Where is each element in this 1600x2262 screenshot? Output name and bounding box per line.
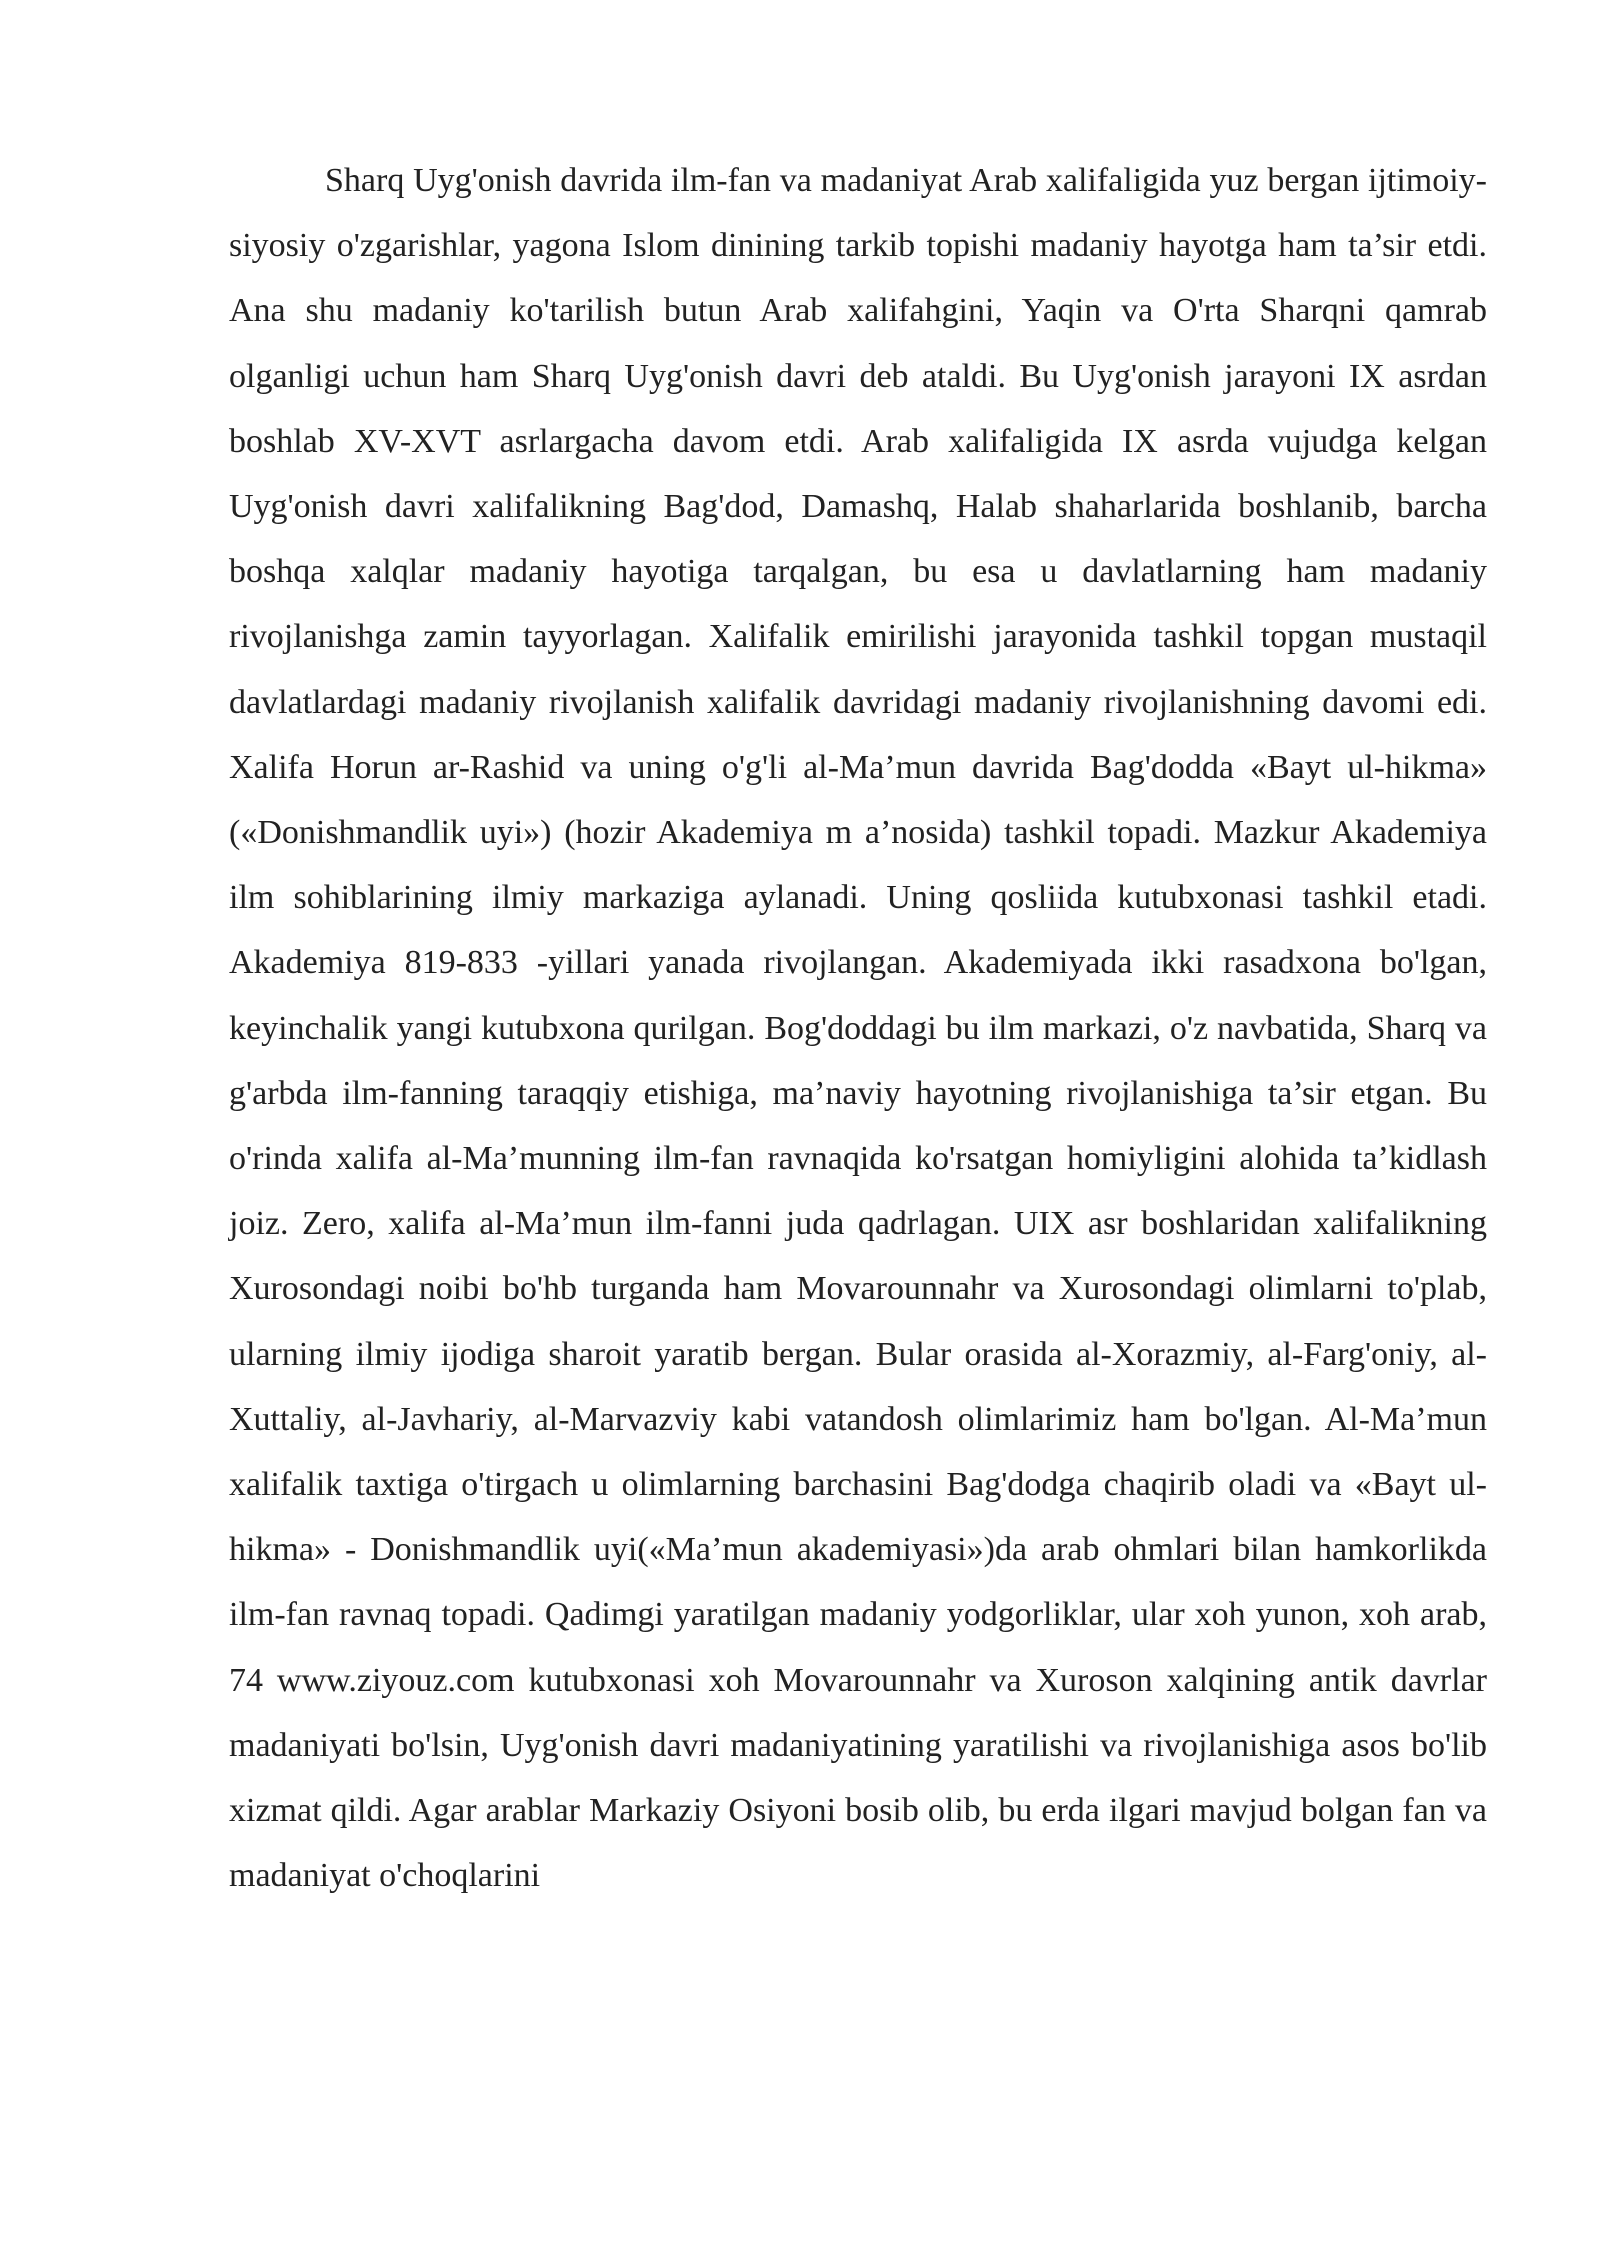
body-paragraph: Sharq Uyg'onish davrida ilm-fan va madaniyat Arab xalifaligida yuz bergan ijtimoiy-siyosiy o'zgarishlar, yagona Islom dinining tarkib topishi madaniy hayotga ham ta’sir etdi. Ana shu madaniy ko'tarilish butun Arab xalifahgini, Yaqin va O'rta Sharqni qamrab olganligi uchun ham Sharq Uyg'onish davri deb ataldi. Bu Uyg'onish jarayoni IX asrdan boshlab XV-XVT asrlargacha davom etdi. Arab xalifaligida IX asrda vujudga kelgan Uyg'onish davri xalifalikning Bag'dod, Damashq, Halab shaharlarida boshlanib, barcha boshqa xalqlar madaniy hayotiga tarqalgan, bu esa u davlatlarning ham madaniy rivojlanishga zamin tayyorlagan. Xalifalik emirilishi jarayonida tashkil topgan mustaqil davlatlardagi madaniy rivojlanish xalifalik davridagi madaniy rivojlanishning davomi edi. Xalifa Horun ar-Rashid va uning o'g'li al-Ma’mun davrida Bag'dodda «Bayt ul-hikma» («Donishmandlik uyi») (hozir Akademiya m a’nosida) tashkil topadi. Mazkur Akademiya ilm sohiblarining ilmiy markaziga aylanadi. Uning qosliida kutubxonasi tashkil etadi. Akademiya 819-833 -yillari yanada rivojlangan. Akademiyada ikki rasadxona bo'lgan, keyinchalik yangi kutubxona qurilgan. Bog'doddagi bu ilm markazi, o'z navbatida, Sharq va g'arbda ilm-fanning taraqqiy etishiga, ma’naviy hayotning rivojlanishiga ta’sir etgan. Bu o'rinda xalifa al-Ma’munning ilm-fan ravnaqida ko'rsatgan homiyligini alohida ta’kidlash joiz. Zero, xalifa al-Ma’mun ilm-fanni juda qadrlagan. UIX asr boshlaridan xalifalikning Xurosondagi noibi bo'hb turganda ham Movarounnahr va Xurosondagi olimlarni to'plab, ularning ilmiy ijodiga sharoit yaratib bergan. Bular orasida al-Xorazmiy, al-Farg'oniy, al-Xuttaliy, al-Javhariy, al-Marvazviy kabi vatandosh olimlarimiz ham bo'lgan. Al-Ma’mun xalifalik taxtiga o'tirgach u olimlarning barchasini Bag'dodga chaqirib oladi va «Bayt ul-hikma» - Donishmandlik uyi(«Ma’mun akademiyasi»)da arab ohmlari bilan hamkorlikda ilm-fan ravnaq topadi. Qadimgi yaratilgan madaniy yodgorliklar, ular xoh yunon, xoh arab, 74 www.ziyouz.com kutubxonasi xoh Movarounnahr va Xuroson xalqining antik davrlar madaniyati bo'lsin, Uyg'onish davri madaniyatining yaratilishi va rivojlanishiga asos bo'lib xizmat qildi. Agar arablar Markaziy Osiyoni bosib olib, bu erda ilgari mavjud bolgan fan va madaniyat o'choqlarini: [229, 162, 1487, 1895]
